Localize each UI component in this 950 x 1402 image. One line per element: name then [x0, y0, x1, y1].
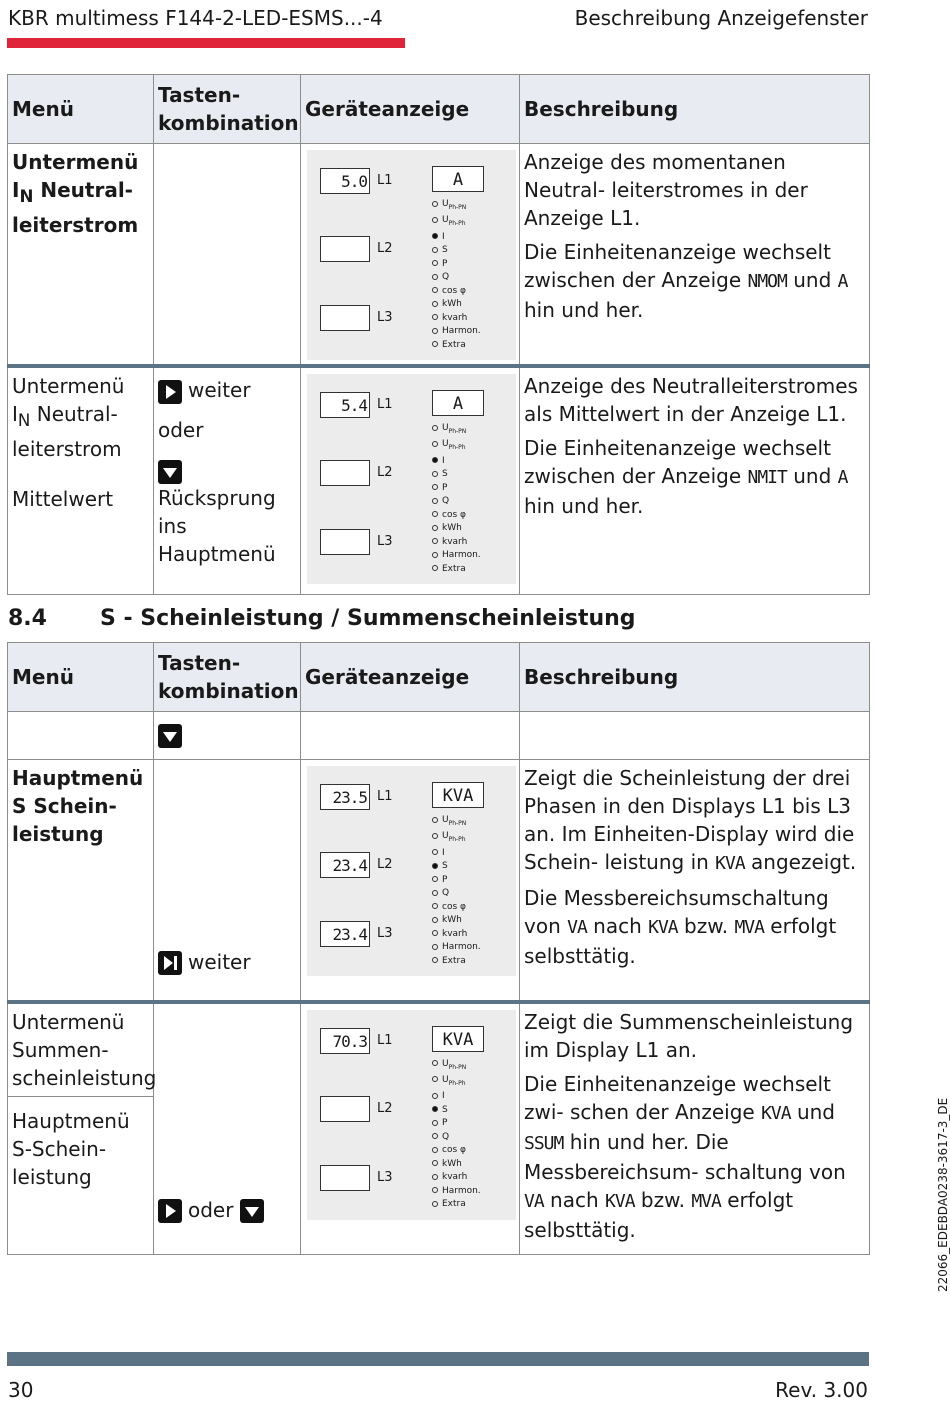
indicator-item: S — [432, 244, 481, 258]
indicator-led-icon — [432, 917, 438, 923]
keys-cell: weiter oder Rücksprung ins Hauptmenü — [154, 366, 301, 594]
keys-cell: weiter — [154, 760, 301, 1002]
indicator-led-icon — [432, 957, 438, 963]
unit-display: KVA — [432, 782, 484, 808]
device-display — [307, 374, 516, 584]
l1-label: L1 — [377, 1032, 393, 1048]
arrow-right-key-icon — [158, 380, 182, 404]
l2-value — [320, 460, 370, 486]
indicator-led-icon — [432, 1133, 438, 1139]
indicator-item: cos φ — [432, 901, 481, 915]
indicator-item: P — [432, 482, 481, 496]
indicator-item: cos φ — [432, 1144, 481, 1158]
indicator-list — [432, 422, 481, 576]
col-description: Beschreibung — [520, 75, 870, 144]
indicator-led-icon — [432, 457, 438, 463]
indicator-led-icon — [432, 498, 438, 504]
indicator-led-icon — [432, 233, 438, 239]
arrow-down-key-icon — [158, 724, 182, 748]
col-keys: Tasten- kombination — [154, 643, 301, 712]
table-row — [8, 144, 870, 367]
keys-cell: oder — [154, 1002, 301, 1255]
indicator-led-icon — [432, 817, 438, 823]
display-cell — [301, 760, 520, 1002]
display-cell — [301, 144, 520, 367]
l3-label: L3 — [377, 534, 393, 549]
indicator-item: kvarh — [432, 928, 481, 942]
display-cell — [301, 712, 520, 760]
l3-label: L3 — [377, 926, 393, 941]
indicator-led-icon — [432, 201, 438, 207]
device-display — [307, 766, 516, 976]
indicator-led-icon — [432, 247, 438, 253]
col-keys: Tasten- kombination — [154, 75, 301, 144]
indicator-led-icon — [432, 903, 438, 909]
indicator-led-icon — [432, 833, 438, 839]
col-display: Geräteanzeige — [301, 643, 520, 712]
indicator-list — [432, 198, 481, 352]
l3-value — [320, 1165, 370, 1191]
arrow-down-key-icon — [240, 1199, 264, 1223]
indicator-led-icon — [432, 471, 438, 477]
chapter-title: Beschreibung Anzeigefenster — [574, 6, 868, 30]
description-cell: Zeigt die Scheinleistung der drei Phasen in den Displays L1 bis L3 an. Im Einheiten-Display wird die Schein- leistung in KVA angezeigt. Die Messbereichsumschaltung von VA nach KVA bzw. MVA erfolgt selbsttätig. — [520, 760, 870, 1002]
indicator-led-icon — [432, 876, 438, 882]
indicator-item: I — [432, 231, 481, 245]
indicator-led-icon — [432, 1060, 438, 1066]
indicator-item: kWh — [432, 522, 481, 536]
indicator-item: kvarh — [432, 536, 481, 550]
indicator-led-icon — [432, 1201, 438, 1207]
arrow-right-key-icon — [158, 1199, 182, 1223]
indicator-led-icon — [432, 944, 438, 950]
indicator-item: S — [432, 860, 481, 874]
unit-display: A — [432, 390, 484, 416]
indicator-led-icon — [432, 538, 438, 544]
l1-label: L1 — [377, 789, 393, 804]
indicator-item: Q — [432, 887, 481, 901]
indicator-item: $U_{Ph-PN}$ — [432, 422, 481, 438]
menu-cell: Untermenü Summen- scheinleistung Hauptmenü S-Schein- leistung — [8, 1002, 154, 1255]
indicator-item: Harmon. — [432, 941, 481, 955]
indicator-led-icon — [432, 863, 438, 869]
indicator-item: Harmon. — [432, 549, 481, 563]
indicator-item: Harmon. — [432, 1185, 481, 1199]
indicator-item: P — [432, 874, 481, 888]
table-row — [8, 1002, 870, 1255]
description-cell: Anzeige des momentanen Neutral- leiterstromes in der Anzeige L1. Die Einheitenanzeige wechselt zwischen der Anzeige NMOM und A hin und her. — [520, 144, 870, 367]
page-number: 30 — [8, 1378, 34, 1402]
display-cell — [301, 366, 520, 594]
indicator-item: kWh — [432, 1158, 481, 1172]
document-code: 22066_EDEBDA0238-3617-3_DE — [936, 1097, 950, 1292]
menu-cell: Hauptmenü S Schein- leistung — [8, 760, 154, 1002]
description-cell: Anzeige des Neutralleiterstromes als Mittelwert in der Anzeige L1. Die Einheitenanzeige wechselt zwischen der Anzeige NMIT und A hin und her. — [520, 366, 870, 594]
table-row — [8, 366, 870, 594]
indicator-list — [432, 814, 481, 968]
indicator-led-icon — [432, 552, 438, 558]
indicator-led-icon — [432, 1076, 438, 1082]
indicator-led-icon — [432, 287, 438, 293]
indicator-led-icon — [432, 341, 438, 347]
indicator-led-icon — [432, 1187, 438, 1193]
unit-display: A — [432, 166, 484, 192]
l2-value — [320, 1096, 370, 1122]
indicator-item: P — [432, 258, 481, 272]
indicator-led-icon — [432, 565, 438, 571]
indicator-item: $U_{Ph-Ph}$ — [432, 214, 481, 230]
l1-value: 5.0 — [320, 168, 370, 194]
l1-value: 5.4 — [320, 392, 370, 418]
indicator-led-icon — [432, 441, 438, 447]
l1-label: L1 — [377, 173, 393, 188]
indicator-item: Extra — [432, 563, 481, 577]
indicator-item: Q — [432, 1131, 481, 1145]
section-heading: 8.4 S - Scheinleistung / Summenscheinleistung — [8, 606, 636, 631]
indicator-item: Extra — [432, 1198, 481, 1212]
col-menu: Menü — [8, 75, 154, 144]
indicator-led-icon — [432, 217, 438, 223]
indicator-item: $U_{Ph-Ph}$ — [432, 438, 481, 454]
indicator-item: S — [432, 1104, 481, 1118]
red-accent-bar — [7, 38, 405, 48]
l2-label: L2 — [377, 465, 393, 480]
l1-value: 70.3 — [320, 1028, 370, 1054]
col-display: Geräteanzeige — [301, 75, 520, 144]
indicator-item: cos φ — [432, 285, 481, 299]
indicator-item: Extra — [432, 339, 481, 353]
indicator-item: I — [432, 847, 481, 861]
indicator-led-icon — [432, 1174, 438, 1180]
indicator-led-icon — [432, 1106, 438, 1112]
menu-cell: Untermenü $I_N$ Neutral- leiterstrom — [8, 144, 154, 367]
keys-cell — [154, 712, 301, 760]
indicator-led-icon — [432, 1093, 438, 1099]
indicator-item: $U_{Ph-PN}$ — [432, 198, 481, 214]
indicator-led-icon — [432, 328, 438, 334]
indicator-led-icon — [432, 511, 438, 517]
l3-value — [320, 305, 370, 331]
indicator-item: $U_{Ph-Ph}$ — [432, 1074, 481, 1090]
menu-cell: Untermenü $I_N$ Neutral- leiterstrom Mittelwert — [8, 366, 154, 594]
table-row — [8, 760, 870, 1002]
indicator-item: Harmon. — [432, 325, 481, 339]
description-cell — [520, 712, 870, 760]
l1-value: 23.5 — [320, 784, 370, 810]
l3-label: L3 — [377, 1169, 393, 1185]
indicator-led-icon — [432, 525, 438, 531]
l2-label: L2 — [377, 1100, 393, 1116]
l2-label: L2 — [377, 241, 393, 256]
indicator-item: P — [432, 1117, 481, 1131]
indicator-item: I — [432, 1090, 481, 1104]
keys-cell — [154, 144, 301, 367]
l2-label: L2 — [377, 857, 393, 872]
indicator-led-icon — [432, 484, 438, 490]
l3-value — [320, 529, 370, 555]
indicator-item: kvarh — [432, 312, 481, 326]
arrow-down-key-icon — [158, 460, 182, 484]
indicator-led-icon — [432, 1160, 438, 1166]
indicator-item: Extra — [432, 955, 481, 969]
skip-forward-key-icon — [158, 951, 182, 975]
indicator-item: kWh — [432, 914, 481, 928]
indicator-item: S — [432, 468, 481, 482]
table-apparent-power — [7, 642, 870, 1255]
col-description: Beschreibung — [520, 643, 870, 712]
doc-title: KBR multimess F144-2-LED-ESMS...-4 — [8, 6, 383, 30]
menu-cell — [8, 712, 154, 760]
indicator-item: I — [432, 455, 481, 469]
revision: Rev. 3.00 — [775, 1378, 868, 1402]
indicator-led-icon — [432, 890, 438, 896]
col-menu: Menü — [8, 643, 154, 712]
indicator-led-icon — [432, 930, 438, 936]
description-cell: Zeigt die Summenscheinleistung im Display L1 an. Die Einheitenanzeige wechselt zwi- schen der Anzeige KVA und SSUM hin und her. Die Messbereichsum- schaltung von VA nach KVA bzw. MVA erfolgt selbsttätig. — [520, 1002, 870, 1255]
display-cell — [301, 1002, 520, 1255]
indicator-item: cos φ — [432, 509, 481, 523]
indicator-led-icon — [432, 1147, 438, 1153]
footer-bar — [7, 1352, 869, 1366]
indicator-led-icon — [432, 849, 438, 855]
unit-display: KVA — [432, 1026, 484, 1052]
indicator-item: kvarh — [432, 1171, 481, 1185]
l1-label: L1 — [377, 397, 393, 412]
indicator-led-icon — [432, 425, 438, 431]
table-row — [8, 712, 870, 760]
indicator-led-icon — [432, 314, 438, 320]
l2-value: 23.4 — [320, 852, 370, 878]
indicator-list — [432, 1058, 481, 1212]
indicator-item: $U_{Ph-PN}$ — [432, 814, 481, 830]
indicator-item: Q — [432, 271, 481, 285]
indicator-led-icon — [432, 301, 438, 307]
device-display — [307, 150, 516, 360]
l2-value — [320, 236, 370, 262]
indicator-led-icon — [432, 274, 438, 280]
indicator-led-icon — [432, 260, 438, 266]
indicator-led-icon — [432, 1120, 438, 1126]
l3-label: L3 — [377, 310, 393, 325]
indicator-item: Q — [432, 495, 481, 509]
table-neutral-current — [7, 74, 870, 595]
indicator-item: kWh — [432, 298, 481, 312]
l3-value: 23.4 — [320, 921, 370, 947]
device-display — [307, 1010, 516, 1220]
indicator-item: $U_{Ph-PN}$ — [432, 1058, 481, 1074]
indicator-item: $U_{Ph-Ph}$ — [432, 830, 481, 846]
